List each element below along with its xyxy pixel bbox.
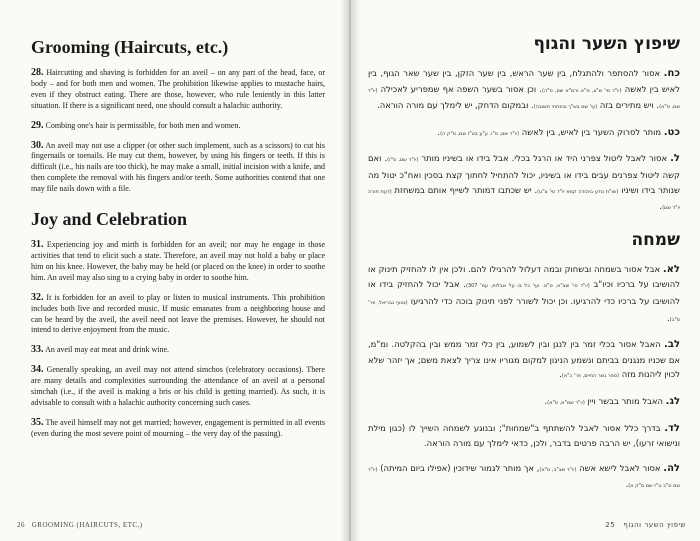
paragraph-31: [31, 240, 325, 284]
paragraph-text: אסור להסתפר ולהתגלח, בין שער הראש, בין שער הזקן, בין שער שאר הגוף, בין לאיש בין לאשה: [368, 68, 681, 94]
source-citation: (דעת תורה יו"ד שם): [368, 188, 680, 212]
section-heading-joy-hebrew: שמחה: [631, 229, 680, 250]
paragraph-text: .: [625, 479, 629, 490]
source-citation: (יו"ד שמ"א, ס"א): [547, 399, 585, 406]
paragraph-text: Experiencing joy and mirth is forbidden for an aveil; nor may he engage in those activities that tend to elicit such a state. Therefore, an aveil may not hold a baby or place him on his knee. However, the baby may be held (or placed on the knee) in order to soothe him. An aveil may also sing to a crying baby in order to soothe him.: [31, 240, 326, 282]
paragraph-35: [31, 418, 325, 440]
source-citation: (נטעי גבריאל, פר' ס"ב): [368, 299, 680, 323]
paragraph-29: [31, 121, 325, 132]
paragraph-lamed-dalet: [368, 421, 680, 451]
paragraph-number: כט.: [663, 126, 680, 138]
page-number: 26: [17, 521, 25, 529]
paragraph-text: . וכן אסור בשער השפה אף שמפריע לאכילה: [380, 83, 542, 94]
paragraph-kaf-chet: [368, 66, 680, 115]
paragraph-number: 29.: [31, 119, 44, 131]
source-citation: (עי' שם בש"ך ובפתחי תשובה): [533, 104, 598, 111]
paragraph-text: אסור לאבל ליטול צפרני היד או הרגל בכלי. אבל בידו או בשיניו מותר: [421, 153, 668, 164]
paragraph-30: [31, 141, 325, 196]
paragraph-text: .: [544, 395, 548, 406]
book-gutter: [340, 0, 360, 541]
left-footer: [17, 521, 143, 529]
paragraph-text: Haircutting and shaving is forbidden for an aveil – on any part of the head, face, or body – and for both men and women. The prohibition likewise applies to mustache hairs, even if they obstruct eating. There are those, however, who rule leniently in this latter situation. If there is a significant need, one should consult a halachic authority.: [31, 68, 325, 110]
paragraph-number: 31.: [31, 239, 44, 251]
source-citation: (יו"ד סי' ש"צ, ס"א ורמ"א שם, ס"ה): [542, 87, 622, 94]
paragraph-lamed-alef: [368, 262, 680, 327]
paragraph-number: 35.: [31, 416, 44, 428]
paragraph-text: בדרך כלל אסור לאבל להשתתף ב"שמחות"; ובנוגע לשמחה השייך לו (כגון מילת ונישואי זרעו), יש הרבה פרטים בדבר, ולכן, כדאי לימלך עם מורה הוראה.: [368, 422, 680, 449]
left-page: [0, 0, 346, 541]
right-page-content: [368, 34, 680, 504]
paragraph-text: האבל מותר בבשר ויין: [587, 395, 663, 406]
paragraph-text: אבל אסור בשמחה ובשחוק ובמה דעלול להרגילו להם. ולכן אין לו להחזיק תינוק או להושיבו על ברכיו וכיו"ב: [368, 263, 681, 290]
source-citation: (יו"ד שם, ס"ו. ע"ע בט"ז שם, ס"ק ה): [440, 130, 520, 137]
left-page-content: [31, 37, 325, 449]
paragraph-text: Generally speaking, an aveil may not attend simchos (celebratory occasions). There are many details and complexities surrounding the attendance of an aveil at a personal simchah (i.e., if the aveil is making a bris or his child is getting married). As such, it is advisable to consult with a halachic authority concerning such cases.: [31, 365, 325, 407]
right-footer: [605, 521, 686, 529]
paragraph-32: [31, 293, 325, 337]
source-citation: (ספר גשר החיים, פר' כ"א): [561, 373, 620, 380]
paragraph-text: מותר לסרוק השער בין לאיש, בין לאשה: [521, 126, 662, 137]
paragraph-lamed: [368, 151, 680, 215]
paragraph-number: לג.: [665, 395, 680, 407]
paragraph-number: לה.: [663, 462, 680, 474]
paragraph-number: 28.: [31, 67, 44, 78]
paragraph-number: ל.: [670, 153, 680, 165]
paragraph-text: .: [659, 201, 663, 212]
joy-section: [31, 209, 325, 440]
paragraph-text: .: [437, 126, 441, 137]
paragraph-text: אסור לאבל לישא אשה: [579, 462, 661, 473]
paragraph-number: 32.: [31, 291, 44, 303]
source-citation: (יו"ד שצ"ב, ס"א): [539, 466, 577, 473]
paragraph-lamed-bet: [368, 337, 680, 384]
paragraph-kaf-tet: [368, 125, 680, 142]
paragraph-34: [31, 365, 325, 409]
paragraph-number: 30.: [31, 139, 44, 151]
section-heading-joy: Joy and Celebration: [31, 209, 188, 230]
source-citation: (יו"ד שם, ס"ז): [387, 157, 419, 164]
paragraph-number: לא.: [662, 263, 680, 275]
paragraph-text: . יש שכתבו דמותר לשייף אותם במשחזת: [394, 184, 538, 195]
paragraph-text: It is forbidden for an aveil to play or listen to musical instruments. This prohibition includes both live and recorded music. If music emanates from a neighboring house and can be heard by the aveil, the aveil need not leave the premises. However, he should not intend to derive enjoyment from the music.: [31, 292, 326, 335]
grooming-paragraphs: [31, 68, 325, 195]
paragraph-text: האבל אסור בכלי זמר בין לנגן ובין לשמוע, בין כלי זמר ממש ובין בהקלטה. ומ"מ, אם שכניו מנגנים בביתם ונשמע הניגון למקום מגוריו אינו צריך לצאת משם; אך יזהר שלא לכוין ליהנות מזה: [368, 339, 680, 380]
running-title: GROOMING (HAIRCUTS, ETC.): [31, 521, 143, 529]
joy-section-hebrew: [368, 230, 680, 494]
paragraph-number: לב.: [664, 339, 680, 351]
paragraph-28: [31, 68, 325, 112]
paragraph-33: [31, 345, 325, 356]
paragraph-text: . ובמקום הדחק, יש לימלך עם מורה הוראה.: [377, 100, 534, 111]
paragraph-text: . ויש מתירים בזה: [599, 100, 660, 111]
section-heading-grooming: Grooming (Haircuts, etc.): [31, 37, 229, 57]
paragraph-text: .: [559, 369, 562, 380]
paragraph-text: The aveil himself may not get married; however, engagement is permitted in all events (even during the most severe point of mourning – the very day of the passing).: [31, 417, 326, 438]
paragraph-number: לד.: [664, 422, 680, 434]
paragraph-text: . ואם קשה ליטול צפרנים עבים בידו או בשיניו, יכול להתחיל לחתוך קצת בסכין ואח"כ יטול מה שנותר בידו ושיניו: [368, 153, 680, 195]
source-citation: (שו"ת נודע ביהודה קמא יו"ד סי' צ"ט): [537, 188, 619, 195]
paragraph-number: כח.: [663, 68, 680, 79]
paragraph-text: An aveil may eat meat and drink wine.: [45, 345, 170, 355]
section-heading-grooming-hebrew: שיפוץ השער והגוף: [533, 34, 680, 54]
paragraph-text: , אך מותר לגמור שידוכין (אפילו ביום המיתה): [380, 462, 540, 473]
source-citation: (יו"ד שם ס"ב ט"ז שם ס"ק א): [368, 466, 680, 490]
paragraph-text: . אבל יכול להחזיק בידו או להושיבו על ברכיו כדי להרגיעו. וכן יכול לשורר לפני תינוק בוכה כדי להרגיעו: [368, 279, 681, 306]
paragraph-text: An aveil may not use a clipper (or other such implement, such as a scissors) to cut his fingernails or toenails. He may cut them, however, by using his fingers or teeth. If this is difficult (i.e., his nails are too thick), he may make a small, initial incision with a knife, and then complete the removal with his fingers and/or teeth. Some authorities contend that one may file nails down with a file.: [31, 140, 326, 194]
source-citation: (יו"ד סי' שצ"א, ס"א. ועי' כל בו על אבלות, עמ' 307): [465, 283, 590, 290]
paragraph-lamed-gimel: [368, 394, 680, 411]
paragraph-number: 33.: [31, 344, 44, 356]
paragraph-text: Combing one's hair is permissible, for both men and women.: [45, 120, 241, 130]
paragraph-number: 34.: [31, 364, 44, 376]
right-page: [354, 0, 700, 541]
source-citation: (יו"ד שם, ס"א): [368, 87, 680, 111]
paragraph-lamed-hey: [368, 461, 680, 494]
paragraph-text: .: [666, 312, 670, 323]
running-title: שיפוץ השער והגוף: [623, 521, 686, 529]
page-number: 25: [605, 521, 616, 529]
